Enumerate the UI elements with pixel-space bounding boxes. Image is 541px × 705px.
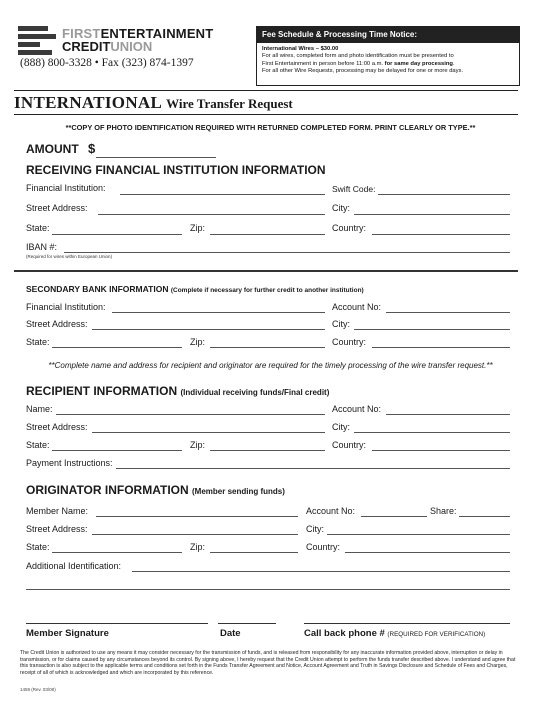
rcpt-country-field[interactable]	[372, 450, 510, 451]
member-signature-field[interactable]	[26, 623, 208, 624]
orig-additional-id-field-2[interactable]	[26, 589, 510, 590]
rcpt-country-label: Country:	[332, 440, 367, 450]
orig-additional-id-label: Additional Identification:	[26, 561, 122, 571]
sec-financial-institution-label: Financial Institution:	[26, 302, 106, 312]
notice-line-b: First Entertainment in person before 11:00 a.m. for same day processing.	[262, 60, 455, 67]
orig-account-no-field[interactable]	[361, 516, 427, 517]
recv-iban-label: IBAN #:	[26, 242, 58, 252]
recv-zip-field[interactable]	[210, 234, 325, 235]
originator-heading: ORIGINATOR INFORMATION (Member sending funds)	[26, 483, 285, 497]
orig-country-label: Country:	[306, 542, 341, 552]
rcpt-street-label: Street Address:	[26, 422, 88, 432]
sec-state-label: State:	[26, 337, 50, 347]
orig-city-label: City:	[306, 524, 324, 534]
contact-phone-fax: (888) 800-3328 • Fax (323) 874-1397	[20, 57, 194, 69]
callback-phone-label: Call back phone # (REQUIRED FOR VERIFICATION)	[304, 628, 486, 639]
recv-zip-label: Zip:	[190, 223, 206, 233]
orig-country-field[interactable]	[345, 552, 510, 553]
sec-account-no-label: Account No:	[332, 302, 382, 312]
form-number: 1459 (Rev. 03/08)	[20, 687, 56, 692]
section-divider	[14, 270, 518, 272]
sec-country-field[interactable]	[372, 347, 510, 348]
rcpt-city-label: City:	[332, 422, 350, 432]
orig-additional-id-field[interactable]	[132, 571, 510, 572]
orig-account-no-label: Account No:	[306, 506, 356, 516]
date-label: Date	[220, 628, 241, 639]
amount-field[interactable]	[96, 157, 216, 158]
notice-line-a: For all wires, completed form and photo identification must be presented to	[262, 53, 454, 60]
rcpt-state-label: State:	[26, 440, 50, 450]
sec-country-label: Country:	[332, 337, 367, 347]
sec-state-field[interactable]	[52, 347, 182, 348]
recv-street-label: Street Address:	[26, 203, 88, 213]
sec-city-field[interactable]	[354, 329, 510, 330]
recv-swift-code-label: Swift Code:	[332, 184, 376, 194]
recv-city-label: City:	[332, 203, 350, 213]
rcpt-payment-instructions-field[interactable]	[116, 468, 510, 469]
brand-name-line2: CREDITUNION	[62, 39, 153, 54]
brand-name-line1: FIRSTENTERTAINMENT	[62, 26, 214, 41]
form-title: INTERNATIONAL Wire Transfer Request	[14, 93, 293, 112]
rcpt-zip-label: Zip:	[190, 440, 206, 450]
fee-notice-title: Fee Schedule & Processing Time Notice:	[257, 27, 519, 43]
secondary-heading: SECONDARY BANK INFORMATION (Complete if necessary for further credit to another institution)	[26, 284, 364, 294]
sec-street-field[interactable]	[92, 329, 325, 330]
legal-disclaimer: The Credit Union is authorized to use any means it may consider necessary for the transmission of funds, and is released from responsibility for any inaccurate information provided above, interruption or delay in transmission, or for claims caused by any circumstances beyond its control. By signing above, I hereby request that the Credit Union attempt to perform the funds transfer described above. I understand and agree that this transaction is also subject to the applicable terms and conditions set forth in the Funds Transfer Agreement and Notice, Account Agreement and Truth in Savings Disclosure and Schedule of Fees and Charges, receipt of all of which is acknowledged and which are incorporated by this reference.	[20, 650, 516, 677]
rcpt-name-label: Name:	[26, 404, 53, 414]
recv-country-label: Country:	[332, 223, 367, 233]
rcpt-account-no-label: Account No:	[332, 404, 382, 414]
orig-street-label: Street Address:	[26, 524, 88, 534]
rcpt-street-field[interactable]	[92, 432, 325, 433]
title-divider	[14, 114, 518, 115]
callback-phone-field[interactable]	[304, 623, 510, 624]
recv-iban-note: (Required for wires within European Union)	[26, 254, 113, 259]
orig-zip-field[interactable]	[210, 552, 298, 553]
amount-currency: $	[88, 141, 96, 156]
recv-country-field[interactable]	[372, 234, 510, 235]
sec-financial-institution-field[interactable]	[112, 312, 325, 313]
orig-state-field[interactable]	[52, 552, 182, 553]
recv-state-field[interactable]	[52, 234, 182, 235]
header-divider	[14, 90, 518, 91]
orig-share-field[interactable]	[459, 516, 510, 517]
member-signature-label: Member Signature	[26, 628, 109, 639]
rcpt-account-no-field[interactable]	[386, 414, 510, 415]
recipient-heading: RECIPIENT INFORMATION (Individual receiving funds/Final credit)	[26, 384, 330, 398]
recv-swift-code-field[interactable]	[378, 194, 510, 195]
form-instructions: **COPY OF PHOTO IDENTIFICATION REQUIRED WITH RETURNED COMPLETED FORM. PRINT CLEARLY OR TYPE.**	[65, 123, 476, 132]
orig-street-field[interactable]	[92, 534, 298, 535]
rcpt-city-field[interactable]	[354, 432, 510, 433]
sec-account-no-field[interactable]	[386, 312, 510, 313]
fee-line: International Wires – $30.00	[262, 46, 339, 52]
receiving-heading: RECEIVING FINANCIAL INSTITUTION INFORMATION	[26, 163, 326, 177]
notice-line-c: For all other Wire Requests, processing may be delayed for one or more days.	[262, 67, 464, 74]
recv-state-label: State:	[26, 223, 50, 233]
sec-zip-label: Zip:	[190, 337, 206, 347]
orig-zip-label: Zip:	[190, 542, 206, 552]
rcpt-name-field[interactable]	[56, 414, 325, 415]
amount-label: AMOUNT	[26, 142, 79, 156]
recv-iban-field[interactable]	[64, 252, 510, 253]
required-info-note: **Complete name and address for recipient and originator are required for the timely processing of the wire transfer request.**	[48, 361, 493, 370]
sec-zip-field[interactable]	[210, 347, 325, 348]
rcpt-zip-field[interactable]	[210, 450, 325, 451]
recv-financial-institution-label: Financial Institution:	[26, 183, 106, 193]
logo-mark	[18, 26, 56, 54]
recv-street-field[interactable]	[98, 214, 325, 215]
fee-notice-box	[256, 26, 520, 86]
sec-city-label: City:	[332, 319, 350, 329]
rcpt-payment-instructions-label: Payment Instructions:	[26, 458, 113, 468]
orig-city-field[interactable]	[327, 534, 510, 535]
orig-state-label: State:	[26, 542, 50, 552]
recv-financial-institution-field[interactable]	[120, 194, 325, 195]
orig-member-name-field[interactable]	[96, 516, 298, 517]
recv-city-field[interactable]	[354, 214, 510, 215]
date-field[interactable]	[218, 623, 276, 624]
rcpt-state-field[interactable]	[52, 450, 182, 451]
sec-street-label: Street Address:	[26, 319, 88, 329]
orig-share-label: Share:	[430, 506, 457, 516]
orig-member-name-label: Member Name:	[26, 506, 89, 516]
